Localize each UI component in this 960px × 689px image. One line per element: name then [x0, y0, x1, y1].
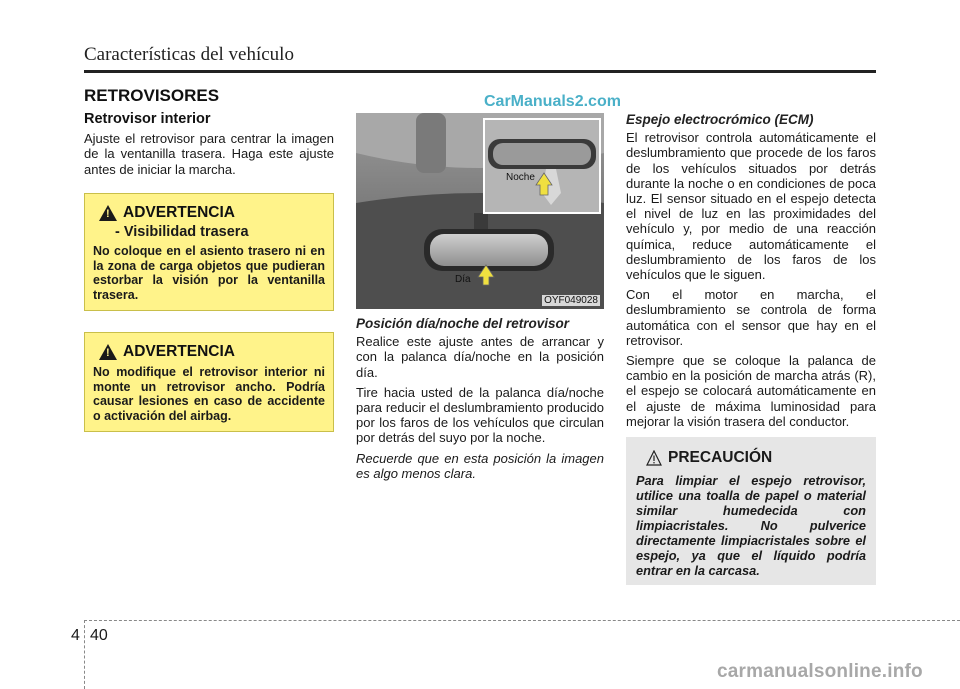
warning-body: No modifique el retrovisor interior ni monte un retrovisor ancho. Podría causar lesiones en caso de accidente o activación del airbag.	[93, 365, 325, 423]
page-section-number: 4	[71, 627, 80, 644]
warning-box-modify	[84, 332, 334, 432]
paragraph: Realice este ajuste antes de arrancar y con la palanca día/noche en la posición día.	[356, 334, 604, 380]
warning-triangle-icon	[99, 205, 117, 221]
watermark-top[interactable]: CarManuals2.com	[484, 93, 621, 110]
column-2	[356, 316, 604, 486]
column-3	[626, 112, 876, 434]
header-rule	[84, 70, 876, 73]
warning-title	[99, 343, 325, 361]
section-title: RETROVISORES	[84, 86, 220, 105]
page-number: 40	[90, 627, 108, 644]
subhead-ecm: Espejo electrocrómico (ECM)	[626, 112, 814, 127]
caution-box	[626, 437, 876, 585]
paragraph: Siempre que se coloque la palanca de cambio en la posición de marcha atrás (R), el espejo se colocará automáticamente en el ajuste de máxima luminosidad para mejorar la visión trasera del conductor.	[626, 353, 876, 429]
paragraph: Tire hacia usted de la palanca día/noche para reducir el deslumbramiento producido por los faros de los vehículos que circulan por detrás del suyo por la noche.	[356, 384, 604, 446]
warning-triangle-icon	[99, 344, 117, 360]
figure-code: OYF049028	[544, 295, 598, 306]
column-1	[84, 112, 334, 182]
footer-rule-horizontal	[84, 620, 960, 621]
caution-triangle-icon	[646, 450, 662, 466]
caution-body: Para limpiar el espejo retrovisor, utilice una toalla de papel o material similar humedecida con limpiacristales. No pulverice directamente limpiacristales sobre el espejo, ya que el líquido podría entrar en la carcasa.	[636, 473, 866, 578]
caution-title	[646, 449, 866, 467]
warning-subtitle: - Visibilidad trasera	[115, 224, 249, 240]
label-night: Noche	[506, 172, 535, 183]
subhead-day-night: Posición día/noche del retrovisor	[356, 316, 570, 331]
subhead-interior-mirror: Retrovisor interior	[84, 111, 211, 127]
paragraph: Con el motor en marcha, el deslumbramiento se controla de forma automática con el sensor que hay en el retrovisor.	[626, 287, 876, 348]
paragraph: El retrovisor controla automáticamente el deslumbramiento que procede de los faros de los vehículos situados por detrás durante la noche o en condiciones de poca luz. El sensor situado en el espejo detecta el nivel de luz en las proximidades del vehículo y, por medio de una reacción química, reduce automáticamente el deslumbramiento de los faros de los vehículos que le siguen.	[626, 130, 876, 283]
warning-body: No coloque en el asiento trasero ni en la zona de carga objetos que pudieran estorbar la visión por la ventanilla trasera.	[93, 244, 325, 302]
watermark-bottom[interactable]: carmanualsonline.info	[717, 661, 923, 682]
paragraph: Ajuste el retrovisor para centrar la imagen de la ventanilla trasera. Haga este ajuste antes de iniciar la marcha.	[84, 131, 334, 177]
rearview-mirror-figure	[356, 113, 604, 309]
warning-title	[99, 204, 325, 222]
footer-rule-vertical	[84, 620, 85, 689]
mirror-illustration	[356, 113, 604, 309]
warning-title-text: ADVERTENCIA	[123, 204, 235, 221]
label-day: Día	[455, 274, 471, 285]
paragraph-italic: Recuerde que en esta posición la imagen es algo menos clara.	[356, 450, 604, 481]
caution-title-text: PRECAUCIÓN	[668, 449, 773, 466]
header-title: Características del vehículo	[84, 44, 294, 65]
warning-title-text: ADVERTENCIA	[123, 343, 235, 360]
warning-box-visibility	[84, 193, 334, 311]
